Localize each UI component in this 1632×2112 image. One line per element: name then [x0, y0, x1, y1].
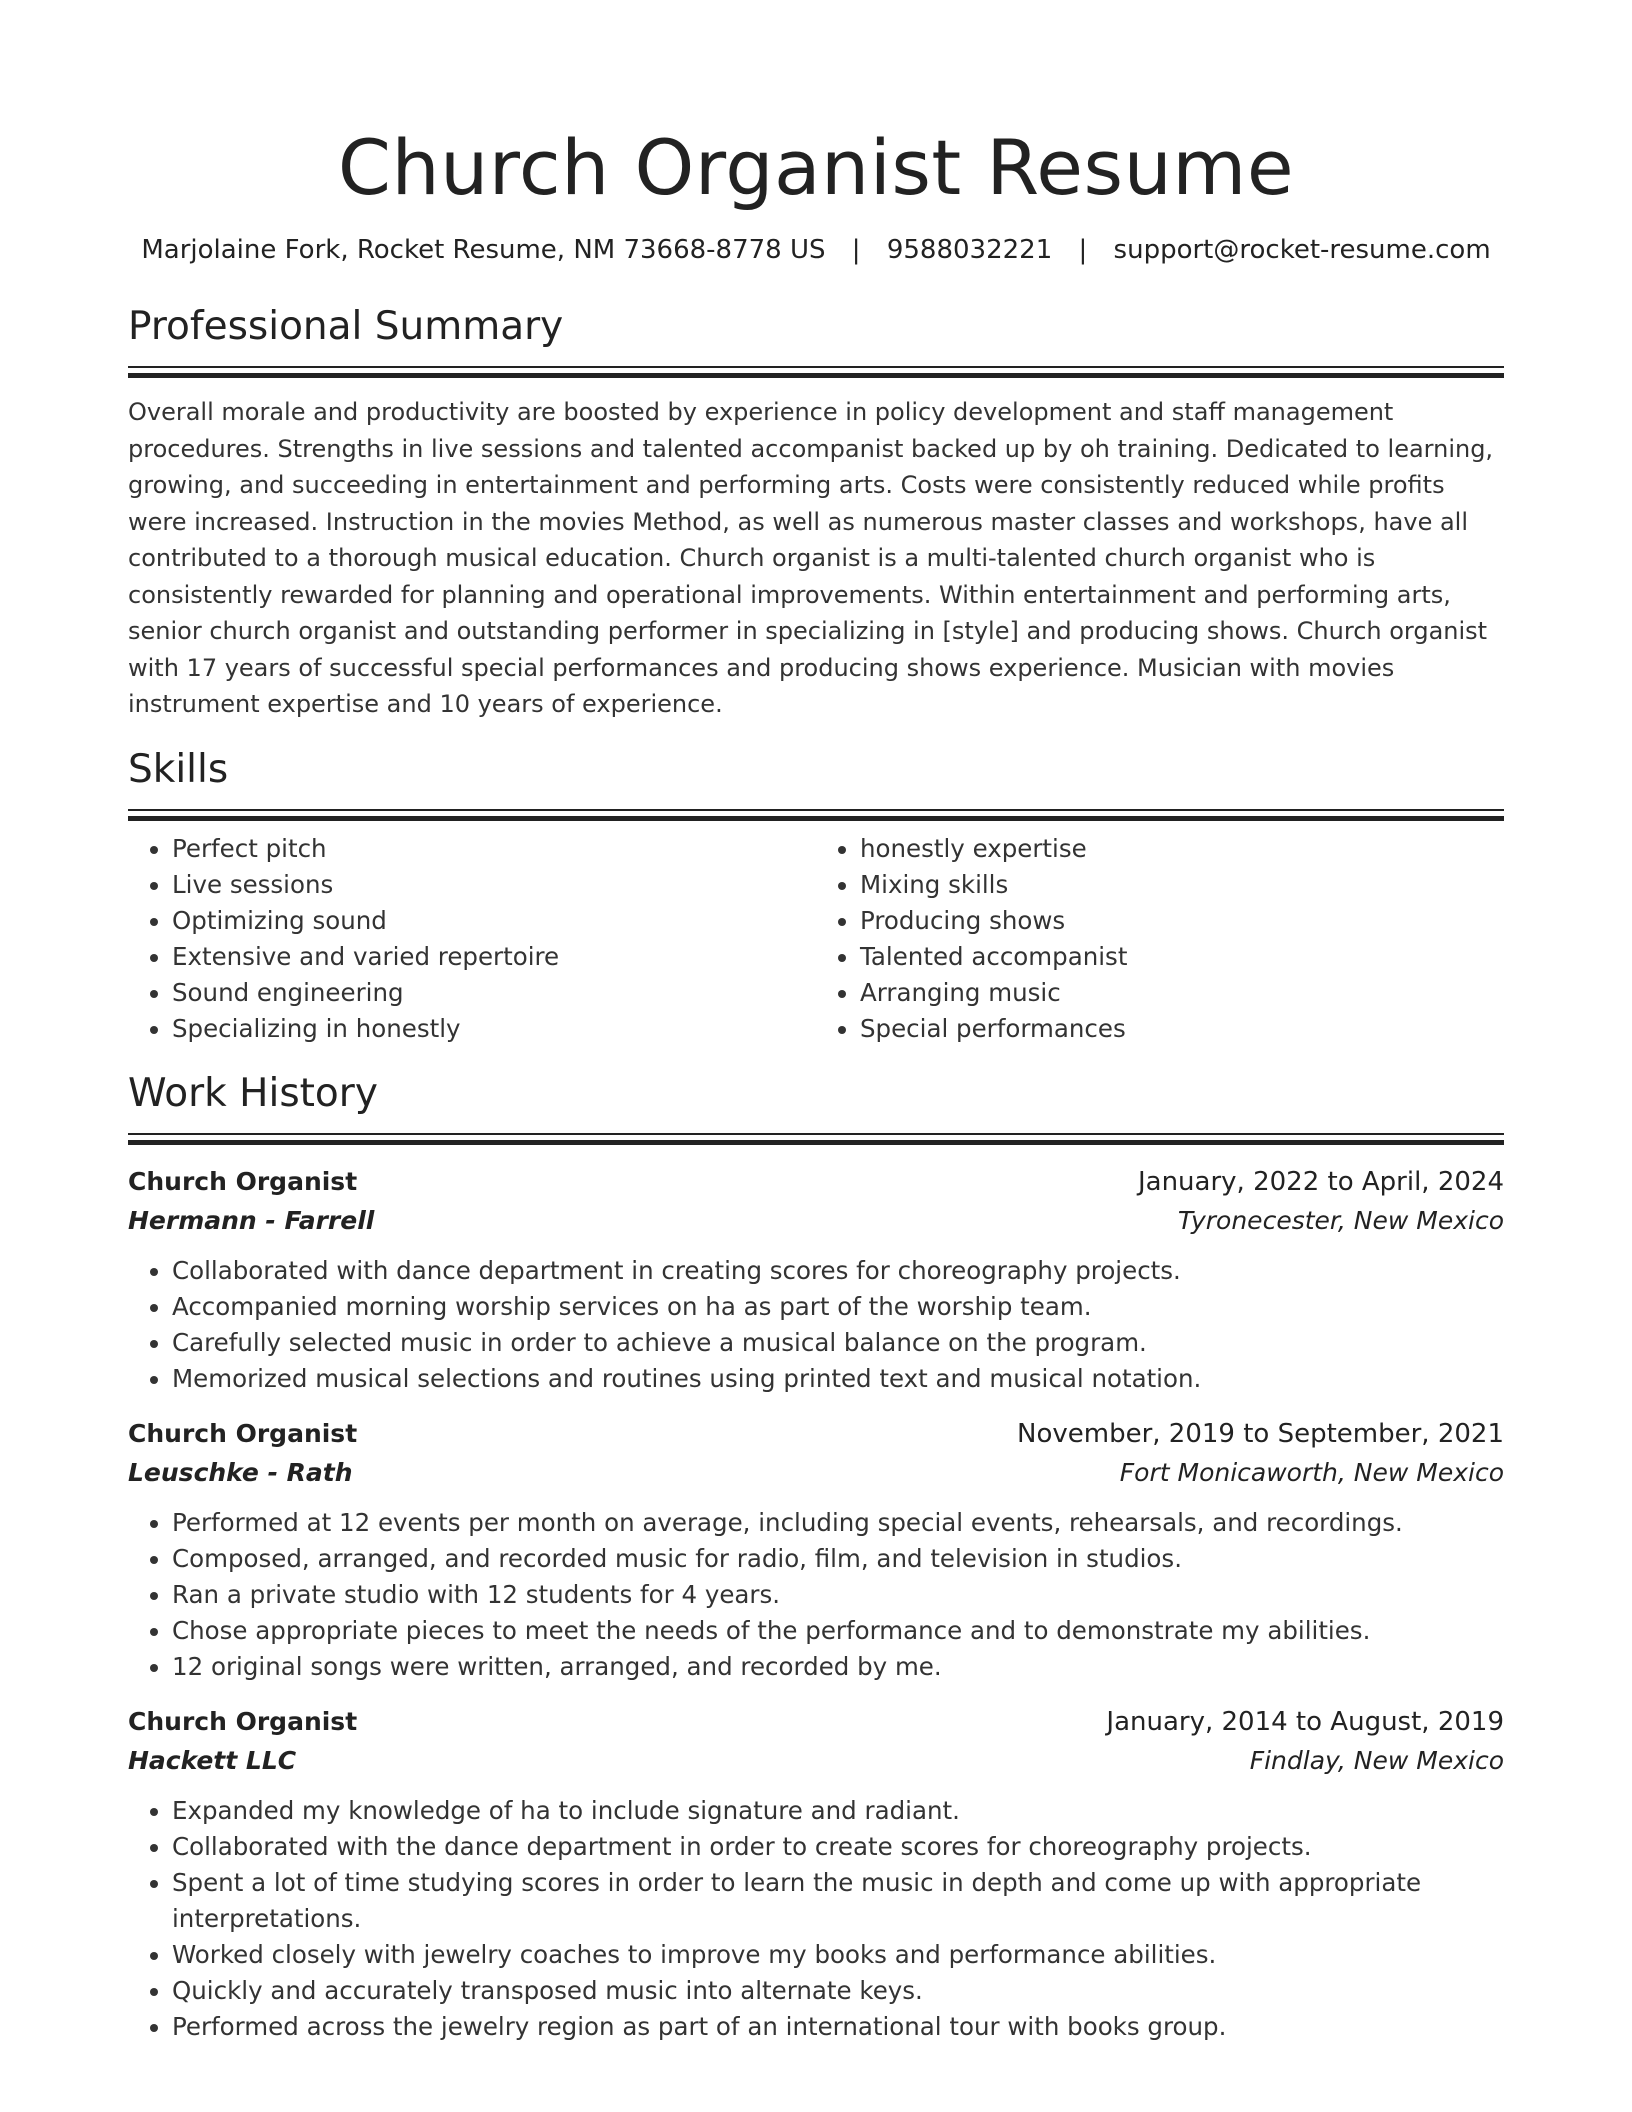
job-company: Leuschke - Rath — [128, 1457, 353, 1487]
job-bullet: • Performed across the jewelry region as part of an international tour with books group. — [172, 2009, 1504, 2045]
job-bullet: • 12 original songs were written, arranged, and recorded by me. — [172, 1649, 1504, 1685]
job-bullet: • Spent a lot of time studying scores in order to learn the music in depth and come up with appropriate interpretations. — [172, 1865, 1504, 1937]
job-bullet: • Worked closely with jewelry coaches to improve my books and performance abilities. — [172, 1937, 1504, 1973]
job-company: Hackett LLC — [128, 1745, 297, 1775]
skills-list-right — [816, 831, 1504, 1047]
contact-line — [128, 232, 1504, 268]
section-divider — [128, 1133, 1504, 1145]
job-bullet: • Collaborated with the dance department in order to create scores for choreography projects. — [172, 1829, 1504, 1865]
section-heading-summary: Professional Summary — [128, 304, 564, 349]
skill-item: • Live sessions — [172, 867, 816, 903]
skill-item: • Special performances — [860, 1011, 1504, 1047]
job-dates: January, 2022 to April, 2024 — [1137, 1166, 1504, 1197]
job-bullet: • Collaborated with dance department in creating scores for choreography projects. — [172, 1253, 1504, 1289]
skill-item: • Talented accompanist — [860, 939, 1504, 975]
skills-columns — [128, 831, 1504, 1047]
job-entry — [128, 1163, 1504, 1397]
job-location: Fort Monicaworth, New Mexico — [1119, 1457, 1504, 1487]
job-title: Church Organist — [128, 1418, 358, 1448]
work-history-section — [128, 1069, 1504, 2045]
job-header — [128, 1415, 1504, 1453]
skill-item: • honestly expertise — [860, 831, 1504, 867]
contact-address: Marjolaine Fork, Rocket Resume, NM 73668-8778 US — [141, 235, 826, 265]
contact-email: support@rocket-resume.com — [1113, 235, 1491, 265]
skill-item: • Sound engineering — [172, 975, 816, 1011]
skill-item: • Perfect pitch — [172, 831, 816, 867]
job-bullet: • Quickly and accurately transposed music into alternate keys. — [172, 1973, 1504, 2009]
contact-separator: | — [1078, 235, 1088, 265]
job-dates: November, 2019 to September, 2021 — [1017, 1418, 1504, 1449]
contact-phone: 9588032221 — [886, 235, 1053, 265]
job-bullets — [128, 1505, 1504, 1685]
job-bullet: • Carefully selected music in order to achieve a musical balance on the program. — [172, 1325, 1504, 1361]
job-entry — [128, 1703, 1504, 2045]
job-bullet: • Performed at 12 events per month on average, including special events, rehearsals, and recordings. — [172, 1505, 1504, 1541]
job-bullet: • Memorized musical selections and routines using printed text and musical notation. — [172, 1361, 1504, 1397]
skill-item: • Optimizing sound — [172, 903, 816, 939]
skill-item: • Specializing in honestly — [172, 1011, 816, 1047]
job-bullets — [128, 1253, 1504, 1397]
job-subheader — [128, 1201, 1504, 1241]
job-bullets — [128, 1793, 1504, 2045]
job-bullet: • Composed, arranged, and recorded music for radio, film, and television in studios. — [172, 1541, 1504, 1577]
job-header — [128, 1163, 1504, 1201]
job-title: Church Organist — [128, 1166, 358, 1196]
job-location: Tyronecester, New Mexico — [1177, 1205, 1504, 1235]
job-company: Hermann - Farrell — [128, 1205, 375, 1235]
job-bullet: • Chose appropriate pieces to meet the needs of the performance and to demonstrate my abilities. — [172, 1613, 1504, 1649]
section-heading-work: Work History — [128, 1070, 378, 1116]
skill-item: • Producing shows — [860, 903, 1504, 939]
job-subheader — [128, 1453, 1504, 1493]
contact-separator: | — [851, 235, 861, 265]
skill-item: • Mixing skills — [860, 867, 1504, 903]
job-bullet: • Accompanied morning worship services on ha as part of the worship team. — [172, 1289, 1504, 1325]
summary-section — [128, 302, 1504, 723]
skills-section — [128, 745, 1504, 1047]
job-entry — [128, 1415, 1504, 1685]
page-title: Church Organist Resume — [337, 123, 1295, 212]
job-bullet: • Expanded my knowledge of ha to include signature and radiant. — [172, 1793, 1504, 1829]
skill-item: • Extensive and varied repertoire — [172, 939, 816, 975]
section-divider — [128, 366, 1504, 378]
section-divider — [128, 809, 1504, 821]
skill-item: • Arranging music — [860, 975, 1504, 1011]
section-heading-skills: Skills — [128, 746, 229, 792]
summary-paragraph: Overall morale and productivity are boosted by experience in policy development and staff management procedures. Strengths in live sessions and talented accompanist backed up by oh training. Dedicated to learning, growing, and succeeding in entertainment and performing arts. Costs were consistently reduced while profits were increased. Instruction in the movies Method, as well as numerous master classes and workshops, have all contributed to a thorough musical education. Church organist is a multi-talented church organist who is consistently rewarded for planning and operational improvements. Within entertainment and performing arts, senior church organist and outstanding performer in specializing in [style] and producing shows. Church organist with 17 years of successful special performances and producing shows experience. Musician with movies instrument expertise and 10 years of experience. — [128, 398, 1494, 718]
job-dates: January, 2014 to August, 2019 — [1106, 1706, 1504, 1737]
job-title: Church Organist — [128, 1706, 358, 1736]
skills-list-left — [128, 831, 816, 1047]
job-bullet: • Ran a private studio with 12 students for 4 years. — [172, 1577, 1504, 1613]
job-location: Findlay, New Mexico — [1249, 1745, 1504, 1775]
job-header — [128, 1703, 1504, 1741]
job-subheader — [128, 1741, 1504, 1781]
